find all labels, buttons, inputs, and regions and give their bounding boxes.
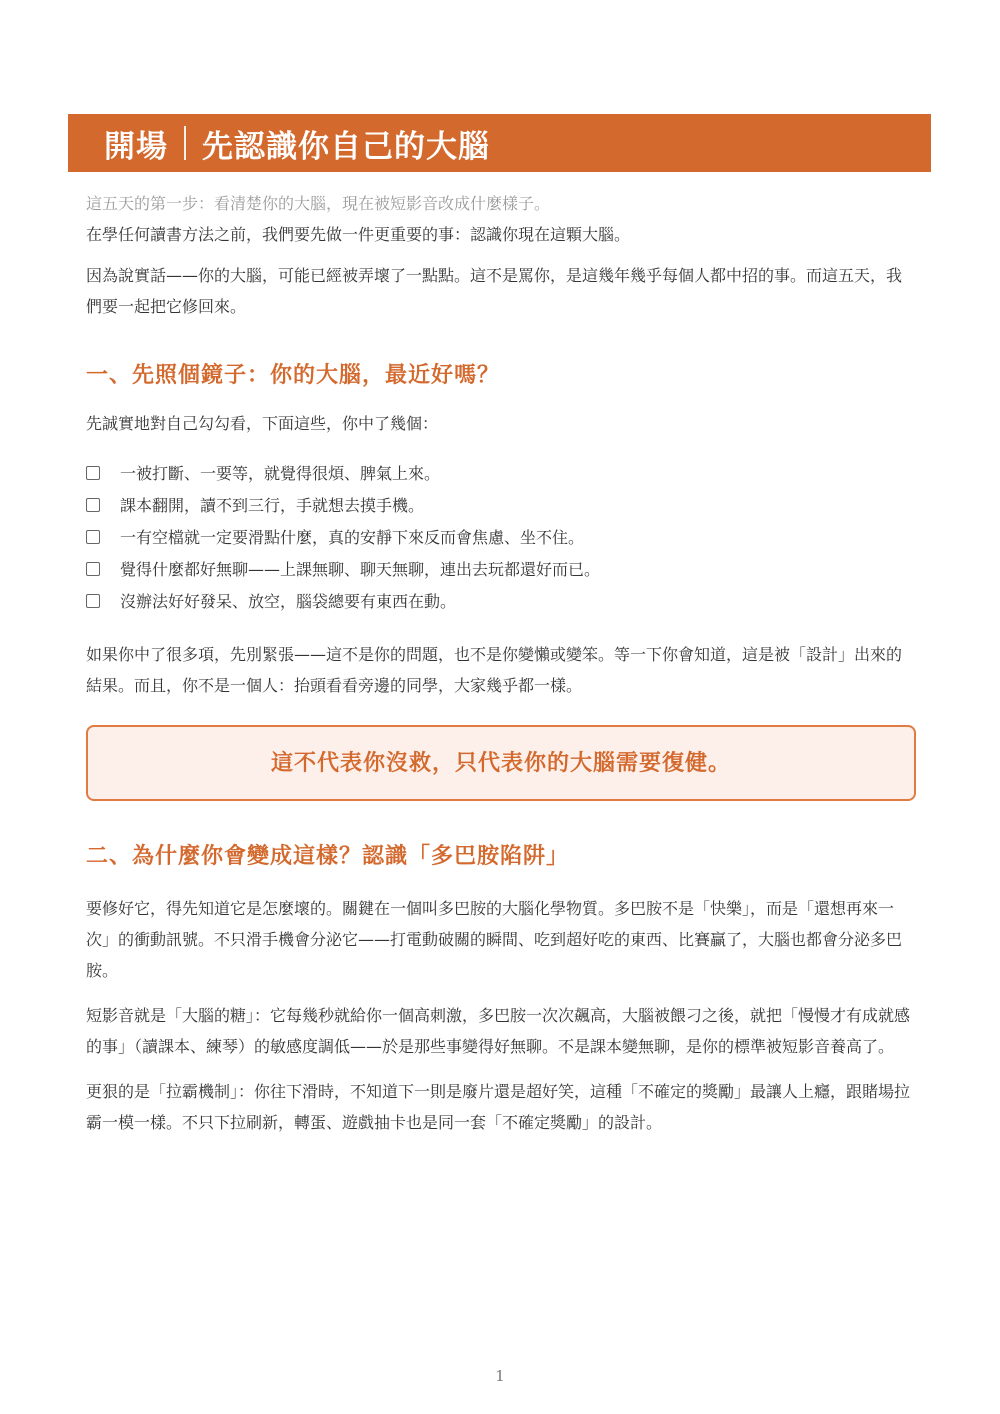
section-1-lead: 先誠實地對自己勾勾看，下面這些，你中了幾個： (86, 414, 439, 433)
chapter-subtitle: 這五天的第一步：看清楚你的大腦，現在被短影音改成什麼樣子。 (86, 194, 551, 213)
chapter-banner (68, 114, 931, 172)
page-number: 1 (495, 1367, 505, 1385)
checklist-item (86, 457, 916, 489)
section-2-paragraph-3: 更狠的是「拉霸機制」：你往下滑時，不知道下一則是廢片還是超好笑，這種「不確定的獎勵」最讓人上癮，跟賭場拉霸一模一樣。不只下拉刷新，轉蛋、遊戲抽卡也是同一套「不確定獎勵」的設計。 (86, 1082, 911, 1132)
checkbox-icon[interactable] (86, 498, 100, 512)
checklist-item-label: 課本翻開，讀不到三行，手就想去摸手機。 (120, 495, 425, 515)
checklist-item (86, 521, 916, 553)
chapter-title: 先認識你自己的大腦 (202, 128, 490, 165)
checkbox-icon[interactable] (86, 562, 100, 576)
self-check-list (86, 457, 916, 617)
section-1-followup: 如果你中了很多項，先別緊張——這不是你的問題，也不是你變懶或變笨。等一下你會知道，這是被「設計」出來的結果。而且，你不是一個人：抬頭看看旁邊的同學，大家幾乎都一樣。 (86, 645, 903, 695)
banner-divider (184, 126, 186, 160)
checklist-item-label: 覺得什麼都好無聊——上課無聊、聊天無聊，連出去玩都還好而已。 (120, 559, 601, 579)
section-1-heading: 一、先照個鏡子：你的大腦，最近好嗎？ (86, 363, 501, 388)
checklist-item-label: 沒辦法好好發呆、放空，腦袋總要有東西在動。 (120, 591, 457, 611)
callout-box (86, 725, 916, 801)
checklist-item (86, 553, 916, 585)
checkbox-icon[interactable] (86, 466, 100, 480)
checkbox-icon[interactable] (86, 530, 100, 544)
chapter-section-label: 開場 (104, 128, 168, 165)
checklist-item-label: 一有空檔就一定要滑點什麼，真的安靜下來反而會焦慮、坐不住。 (120, 527, 585, 547)
checklist-item (86, 489, 916, 521)
callout-text: 這不代表你沒救，只代表你的大腦需要復健。 (270, 750, 731, 776)
intro-paragraph-2: 因為說實話——你的大腦，可能已經被弄壞了一點點。這不是罵你，是這幾年幾乎每個人都中招的事。而這五天，我們要一起把它修回來。 (86, 266, 903, 316)
section-2-heading: 二、為什麼你會變成這樣？認識「多巴胺陷阱」 (86, 844, 570, 869)
checklist-item (86, 585, 916, 617)
intro-paragraph-1: 在學任何讀書方法之前，我們要先做一件更重要的事：認識你現在這顆大腦。 (86, 225, 631, 244)
page-content (86, 188, 916, 1138)
section-2-paragraph-2: 短影音就是「大腦的糖」：它每幾秒就給你一個高刺激，多巴胺一次次飆高，大腦被餵刁之後，就把「慢慢才有成就感的事」（讀課本、練琴）的敏感度調低——於是那些事變得好無聊。不是課本變無聊，是你的標準被短影音養高了。 (86, 1006, 911, 1056)
checklist-item-label: 一被打斷、一要等，就覺得很煩、脾氣上來。 (120, 463, 441, 483)
section-2-paragraph-1: 要修好它，得先知道它是怎麼壞的。關鍵在一個叫多巴胺的大腦化學物質。多巴胺不是「快樂」，而是「還想再來一次」的衝動訊號。不只滑手機會分泌它——打電動破關的瞬間、吃到超好吃的東西、比賽贏了，大腦也都會分泌多巴胺。 (86, 899, 903, 980)
checkbox-icon[interactable] (86, 594, 100, 608)
